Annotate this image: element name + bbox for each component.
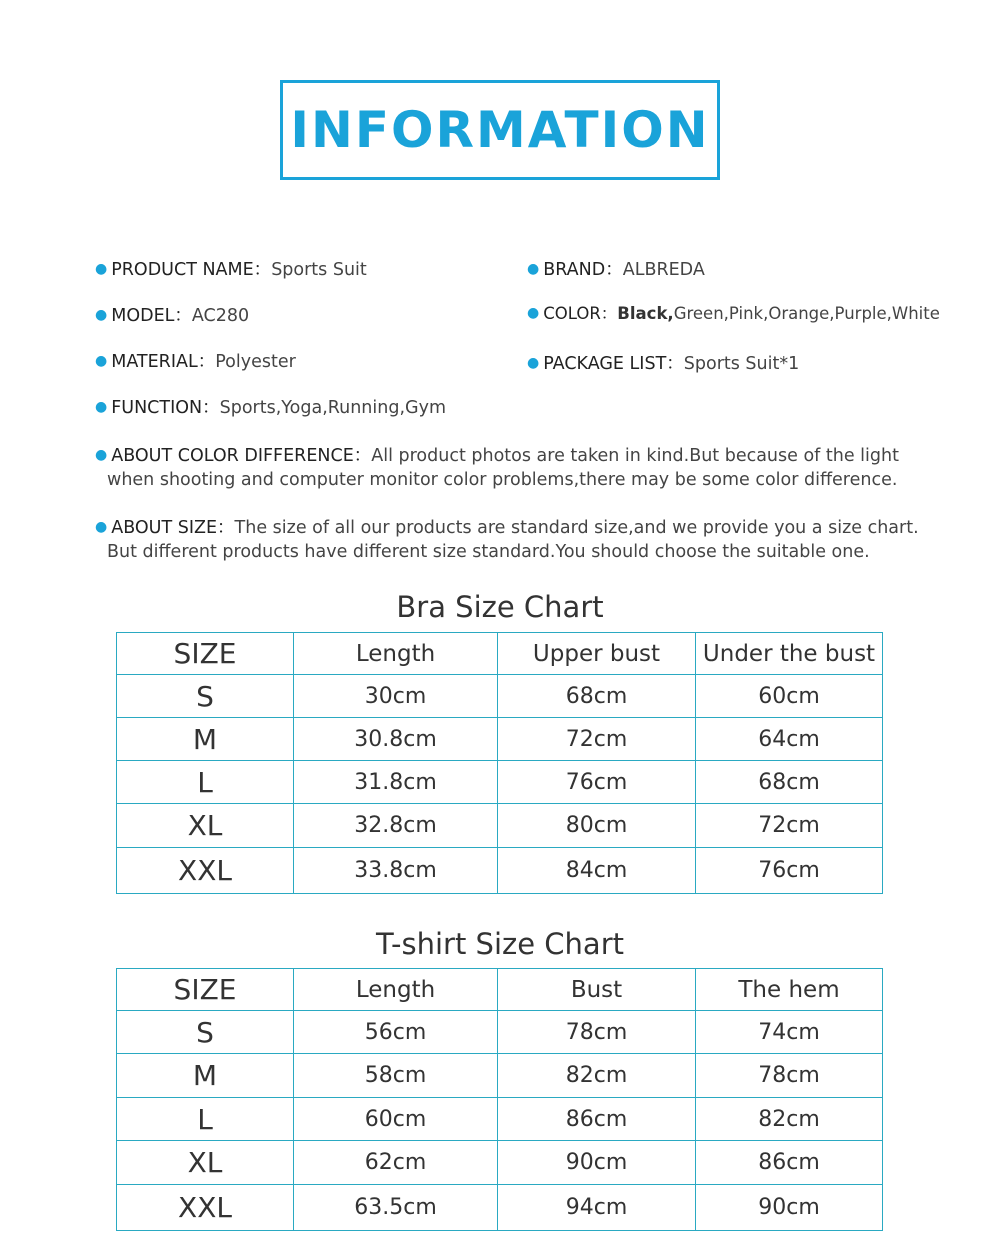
header-cell: SIZE bbox=[117, 633, 294, 675]
table-row bbox=[117, 1011, 883, 1054]
table-row bbox=[117, 1098, 883, 1141]
table-header-row bbox=[117, 633, 883, 675]
value-cell: 62cm bbox=[294, 1141, 498, 1185]
bra-chart-title: Bra Size Chart bbox=[396, 590, 604, 624]
size-cell: XL bbox=[117, 804, 294, 848]
table-header-row bbox=[117, 969, 883, 1011]
table-row bbox=[117, 1185, 883, 1231]
table-row bbox=[117, 1054, 883, 1098]
value-cell: 68cm bbox=[498, 675, 696, 718]
size-cell: XXL bbox=[117, 1185, 294, 1231]
information-title-box bbox=[280, 80, 720, 180]
value-cell: 86cm bbox=[696, 1141, 883, 1185]
table-row bbox=[117, 675, 883, 718]
value-cell: 82cm bbox=[498, 1054, 696, 1098]
header-cell: SIZE bbox=[117, 969, 294, 1011]
value-cell: 33.8cm bbox=[294, 848, 498, 894]
value-cell: 78cm bbox=[498, 1011, 696, 1054]
header-cell: Under the bust bbox=[696, 633, 883, 675]
value-cell: 64cm bbox=[696, 718, 883, 761]
page-title: INFORMATION bbox=[290, 101, 710, 159]
value-cell: 90cm bbox=[696, 1185, 883, 1231]
info-brand: ● BRAND：ALBREDA bbox=[527, 260, 705, 280]
value-cell: 32.8cm bbox=[294, 804, 498, 848]
value-cell: 84cm bbox=[498, 848, 696, 894]
value-cell: 58cm bbox=[294, 1054, 498, 1098]
table-row bbox=[117, 718, 883, 761]
value-cell: 82cm bbox=[696, 1098, 883, 1141]
bullet-icon: ● bbox=[95, 353, 108, 369]
size-cell: XL bbox=[117, 1141, 294, 1185]
value-cell: 56cm bbox=[294, 1011, 498, 1054]
tshirt-size-table bbox=[116, 968, 883, 1231]
value-cell: 72cm bbox=[498, 718, 696, 761]
value-cell: 76cm bbox=[696, 848, 883, 894]
size-cell: XXL bbox=[117, 848, 294, 894]
info-model: ● MODEL：AC280 bbox=[95, 306, 250, 326]
tshirt-chart-title: T-shirt Size Chart bbox=[375, 927, 624, 961]
bullet-icon: ● bbox=[527, 355, 540, 371]
value-cell: 30cm bbox=[294, 675, 498, 718]
value-cell: 60cm bbox=[294, 1098, 498, 1141]
value-cell: 94cm bbox=[498, 1185, 696, 1231]
value-cell: 74cm bbox=[696, 1011, 883, 1054]
size-cell: S bbox=[117, 1011, 294, 1054]
note-color-difference: ● ABOUT COLOR DIFFERENCE：All product photos are taken in kind.But because of the light when shooting and computer monitor color problems,there may be some color difference. bbox=[95, 446, 899, 490]
table-row bbox=[117, 848, 883, 894]
bullet-icon: ● bbox=[95, 399, 108, 415]
info-package-list: ● PACKAGE LIST：Sports Suit*1 bbox=[527, 354, 800, 374]
header-cell: The hem bbox=[696, 969, 883, 1011]
size-cell: S bbox=[117, 675, 294, 718]
value-cell: 30.8cm bbox=[294, 718, 498, 761]
table-row bbox=[117, 1141, 883, 1185]
header-cell: Bust bbox=[498, 969, 696, 1011]
bra-size-table bbox=[116, 632, 883, 894]
info-product-name: ● PRODUCT NAME：Sports Suit bbox=[95, 260, 367, 280]
value-cell: 60cm bbox=[696, 675, 883, 718]
note-size: ● ABOUT SIZE：The size of all our products are standard size,and we provide you a size chart. But different products have different size standard.You should choose the suitable one. bbox=[95, 518, 919, 562]
info-function: ● FUNCTION：Sports,Yoga,Running,Gym bbox=[95, 398, 446, 418]
value-cell: 90cm bbox=[498, 1141, 696, 1185]
value-cell: 78cm bbox=[696, 1054, 883, 1098]
value-cell: 63.5cm bbox=[294, 1185, 498, 1231]
table-row bbox=[117, 761, 883, 804]
bullet-icon: ● bbox=[95, 447, 108, 463]
bullet-icon: ● bbox=[95, 261, 108, 277]
info-material: ● MATERIAL：Polyester bbox=[95, 352, 296, 372]
value-cell: 68cm bbox=[696, 761, 883, 804]
value-cell: 72cm bbox=[696, 804, 883, 848]
header-cell: Length bbox=[294, 633, 498, 675]
size-cell: L bbox=[117, 1098, 294, 1141]
value-cell: 31.8cm bbox=[294, 761, 498, 804]
value-cell: 76cm bbox=[498, 761, 696, 804]
bullet-icon: ● bbox=[527, 261, 540, 277]
size-cell: M bbox=[117, 718, 294, 761]
table-row bbox=[117, 804, 883, 848]
size-cell: M bbox=[117, 1054, 294, 1098]
value-cell: 80cm bbox=[498, 804, 696, 848]
header-cell: Length bbox=[294, 969, 498, 1011]
bullet-icon: ● bbox=[527, 305, 540, 321]
bullet-icon: ● bbox=[95, 307, 108, 323]
bullet-icon: ● bbox=[95, 519, 108, 535]
size-cell: L bbox=[117, 761, 294, 804]
value-cell: 86cm bbox=[498, 1098, 696, 1141]
info-color: ● COLOR：Black,Green,Pink,Orange,Purple,White bbox=[527, 304, 940, 323]
header-cell: Upper bust bbox=[498, 633, 696, 675]
